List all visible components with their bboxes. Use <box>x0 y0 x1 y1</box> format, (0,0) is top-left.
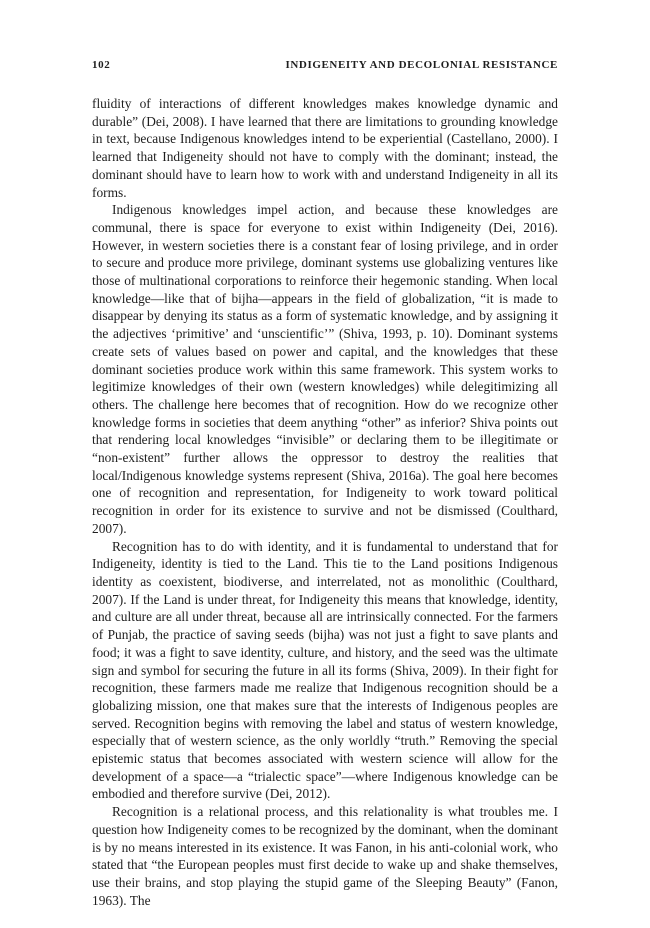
body-text <box>92 95 558 909</box>
paragraph-recognition-identity: Recognition has to do with identity, and it is fundamental to understand that for Indigeneity, identity is tied to the Land. This tie to the Land positions Indigenous identity as coexistent, biodiverse, and interrelated, not as monolithic (Coulthard, 2007). If the Land is under threat, for Indigeneity this means that knowledge, identity, and culture are all under threat, because all are intrinsically connected. For the farmers of Punjab, the practice of saving seeds (bijha) was not just a fight to save plants and food; it was a fight to save identity, culture, and history, and the seed was the ultimate sign and symbol for securing the future in all its forms (Shiva, 2009). In their fight for recognition, these farmers made me realize that Indigenous recognition should be a globalizing mission, one that makes sure that the interests of Indigenous peoples are served. Recognition begins with removing the label and status of western knowledge, especially that of western science, as the only worldly “truth.” Removing the special epistemic status that becomes associated with western science will allow for the development of a space—a “trialectic space”—where Indigenous knowledge can be embodied and therefore survive (Dei, 2012). <box>92 538 558 802</box>
paragraph-continuation: fluidity of interactions of different knowledges makes knowledge dynamic and durable” (Dei, 2008). I have learned that there are limitations to grounding knowledge in text, because Indigenous knowledges intend to be experiential (Castellano, 2000). I learned that Indigeneity should not have to comply with the dominant; instead, the dominant should have to learn how to work with and understand Indigeneity in all its forms. <box>92 96 558 200</box>
paragraph-recognition-relational: Recognition is a relational process, and this relationality is what troubles me. I question how Indigeneity comes to be recognized by the dominant, when the dominant is by no means interested in its existence. It was Fanon, in his anti-colonial work, who stated that “the European peoples must first decide to wake up and shake themselves, use their brains, and stop playing the stupid game of the Sleeping Beauty” (Fanon, 1963). The <box>92 804 558 908</box>
paragraph-indigenous-knowledges: Indigenous knowledges impel action, and because these knowledges are communal, there is space for everyone to exist within Indigeneity (Dei, 2016). However, in western societies there is a constant fear of losing privilege, and in order to secure and produce more privilege, dominant systems use globalizing ventures like those of multinational corporations to reinforce their hegemonic standing. When local knowledge—like that of bijha—appears in the field of globalization, “it is made to disappear by denying its status as a form of systematic knowledge, and by assigning it the adjectives ‘primitive’ and ‘unscientific’” (Shiva, 1993, p. 10). Dominant systems create sets of values based on power and capital, and the knowledges that these dominant societies produce work within this same framework. This system works to legitimize knowledges of their own (western knowledges) while delegitimizing all others. The challenge here becomes that of recognition. How do we recognize other knowledge forms in societies that deem anything “other” as inferior? Shiva points out that rendering local knowledges “invisible” or declaring them to be illegitimate or “non-existent” further allows the oppressor to destroy the realities that local/Indigenous knowledge systems represent (Shiva, 2016a). The goal here becomes one of recognition and representation, for Indigeneity to work toward political recognition in order for its existence to survive and not be dismissed (Coulthard, 2007). <box>92 202 558 536</box>
running-head: INDIGENEITY AND DECOLONIAL RESISTANCE <box>285 59 558 71</box>
page-header <box>92 59 558 75</box>
page-number: 102 <box>92 59 111 71</box>
